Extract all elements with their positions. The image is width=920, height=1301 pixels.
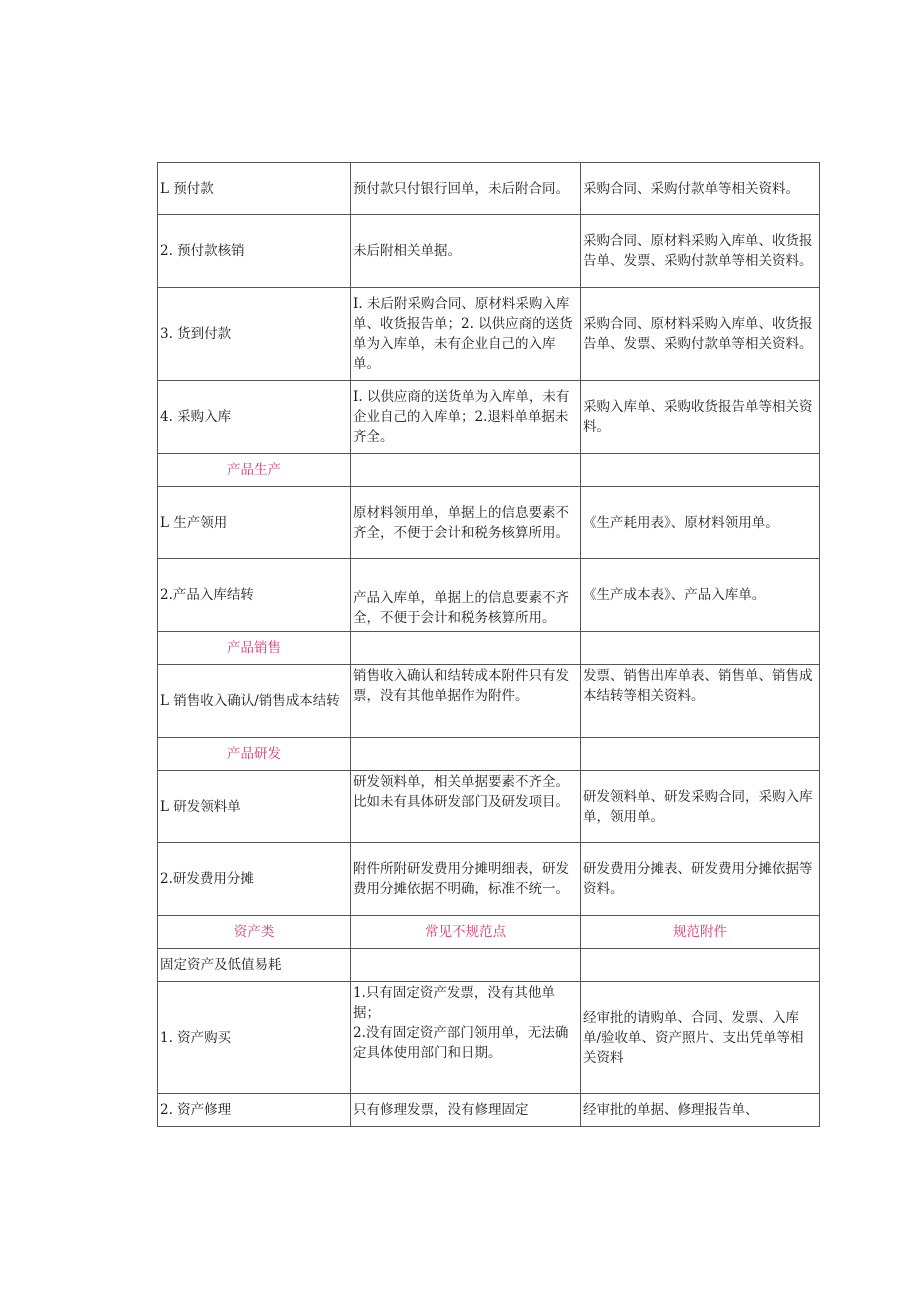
issue-cell: 只有修理发票，没有修理固定 (351, 1094, 581, 1127)
issue-cell: 预付款只付银行回单，未后附合同。 (351, 163, 581, 215)
table-row (158, 215, 820, 288)
attachment-cell: 《生产耗用表》、原材料领用单。 (581, 487, 820, 559)
empty-cell (351, 632, 581, 665)
item-cell: 固定资产及低值易耗 (158, 949, 351, 982)
table-row (158, 949, 820, 982)
attachment-cell: 采购合同、原材料采购入库单、收货报告单、发票、采购付款单等相关资料。 (581, 288, 820, 381)
item-cell: L 预付款 (158, 163, 351, 215)
attachment-cell (581, 949, 820, 982)
table-row (158, 487, 820, 559)
item-cell: 2. 预付款核销 (158, 215, 351, 288)
item-cell: L 生产领用 (158, 487, 351, 559)
section-title: 产品研发 (158, 738, 351, 771)
empty-cell (351, 454, 581, 487)
attachment-cell: 采购合同、采购付款单等相关资料。 (581, 163, 820, 215)
attachment-cell: 经审批的请购单、合同、发票、入库单/验收单、资产照片、支出凭单等相关资料 (581, 982, 820, 1094)
issue-cell: 产品入库单，单据上的信息要素不齐全，不便于会计和税务核算所用。 (351, 559, 581, 632)
table-row (158, 771, 820, 843)
table-row (158, 982, 820, 1094)
attachment-cell: 经审批的单据、修理报告单、 (581, 1094, 820, 1127)
table-row (158, 843, 820, 916)
table-row (158, 288, 820, 381)
issue-cell: 销售收入确认和结转成本附件只有发票，没有其他单据作为附件。 (351, 665, 581, 738)
table-row (158, 1094, 820, 1127)
item-cell: 2.产品入库结转 (158, 559, 351, 632)
empty-cell (581, 738, 820, 771)
attachment-cell: 研发费用分摊表、研发费用分摊依据等资料。 (581, 843, 820, 916)
table-row (158, 163, 820, 215)
section-title: 产品生产 (158, 454, 351, 487)
issue-cell: 未后附相关单据。 (351, 215, 581, 288)
item-cell: 4. 采购入库 (158, 381, 351, 454)
issue-cell: I. 以供应商的送货单为入库单，未有企业自己的入库单；2.退料单单据未齐全。 (351, 381, 581, 454)
empty-cell (581, 454, 820, 487)
issue-cell: 1.只有固定资产发票，没有其他单据； 2.没有固定资产部门领用单，无法确定具体使用部门和日期。 (351, 982, 581, 1094)
item-cell: 2. 资产修理 (158, 1094, 351, 1127)
table-row (158, 559, 820, 632)
attachment-cell: 研发领料单、研发采购合同，采购入库单，领用单。 (581, 771, 820, 843)
issue-cell: I. 未后附采购合同、原材料采购入库单、收货报告单；2. 以供应商的送货单为入库单，未有企业自己的入库单。 (351, 288, 581, 381)
attachment-cell: 采购入库单、采购收货报告单等相关资料。 (581, 381, 820, 454)
table-row (158, 665, 820, 738)
empty-cell (581, 632, 820, 665)
section-title: 产品销售 (158, 632, 351, 665)
attachment-cell: 发票、销售出库单表、销售单、销售成本结转等相关资料。 (581, 665, 820, 738)
column-header-category: 资产类 (158, 916, 351, 949)
issue-cell: 附件所附研发费用分摊明细表，研发费用分摊依据不明确，标准不统一。 (351, 843, 581, 916)
document-table (157, 162, 820, 1127)
section-row (158, 738, 820, 771)
attachment-cell: 《生产成本表》、产品入库单。 (581, 559, 820, 632)
issue-cell: 原材料领用单，单据上的信息要素不齐全，不便于会计和税务核算所用。 (351, 487, 581, 559)
issue-cell: 研发领料单，相关单据要素不齐全。比如未有具体研发部门及研发项目。 (351, 771, 581, 843)
column-header-attachments: 规范附件 (581, 916, 820, 949)
section-row (158, 454, 820, 487)
issue-cell (351, 949, 581, 982)
item-cell: 3. 货到付款 (158, 288, 351, 381)
item-cell: L 研发领料单 (158, 771, 351, 843)
column-header-issues: 常见不规范点 (351, 916, 581, 949)
attachment-cell: 采购合同、原材料采购入库单、收货报告单、发票、采购付款单等相关资料。 (581, 215, 820, 288)
header-row (158, 916, 820, 949)
item-cell: 2.研发费用分摊 (158, 843, 351, 916)
item-cell: L 销售收入确认/销售成本结转 (158, 665, 351, 738)
section-row (158, 632, 820, 665)
table-row (158, 381, 820, 454)
item-cell: 1. 资产购买 (158, 982, 351, 1094)
empty-cell (351, 738, 581, 771)
